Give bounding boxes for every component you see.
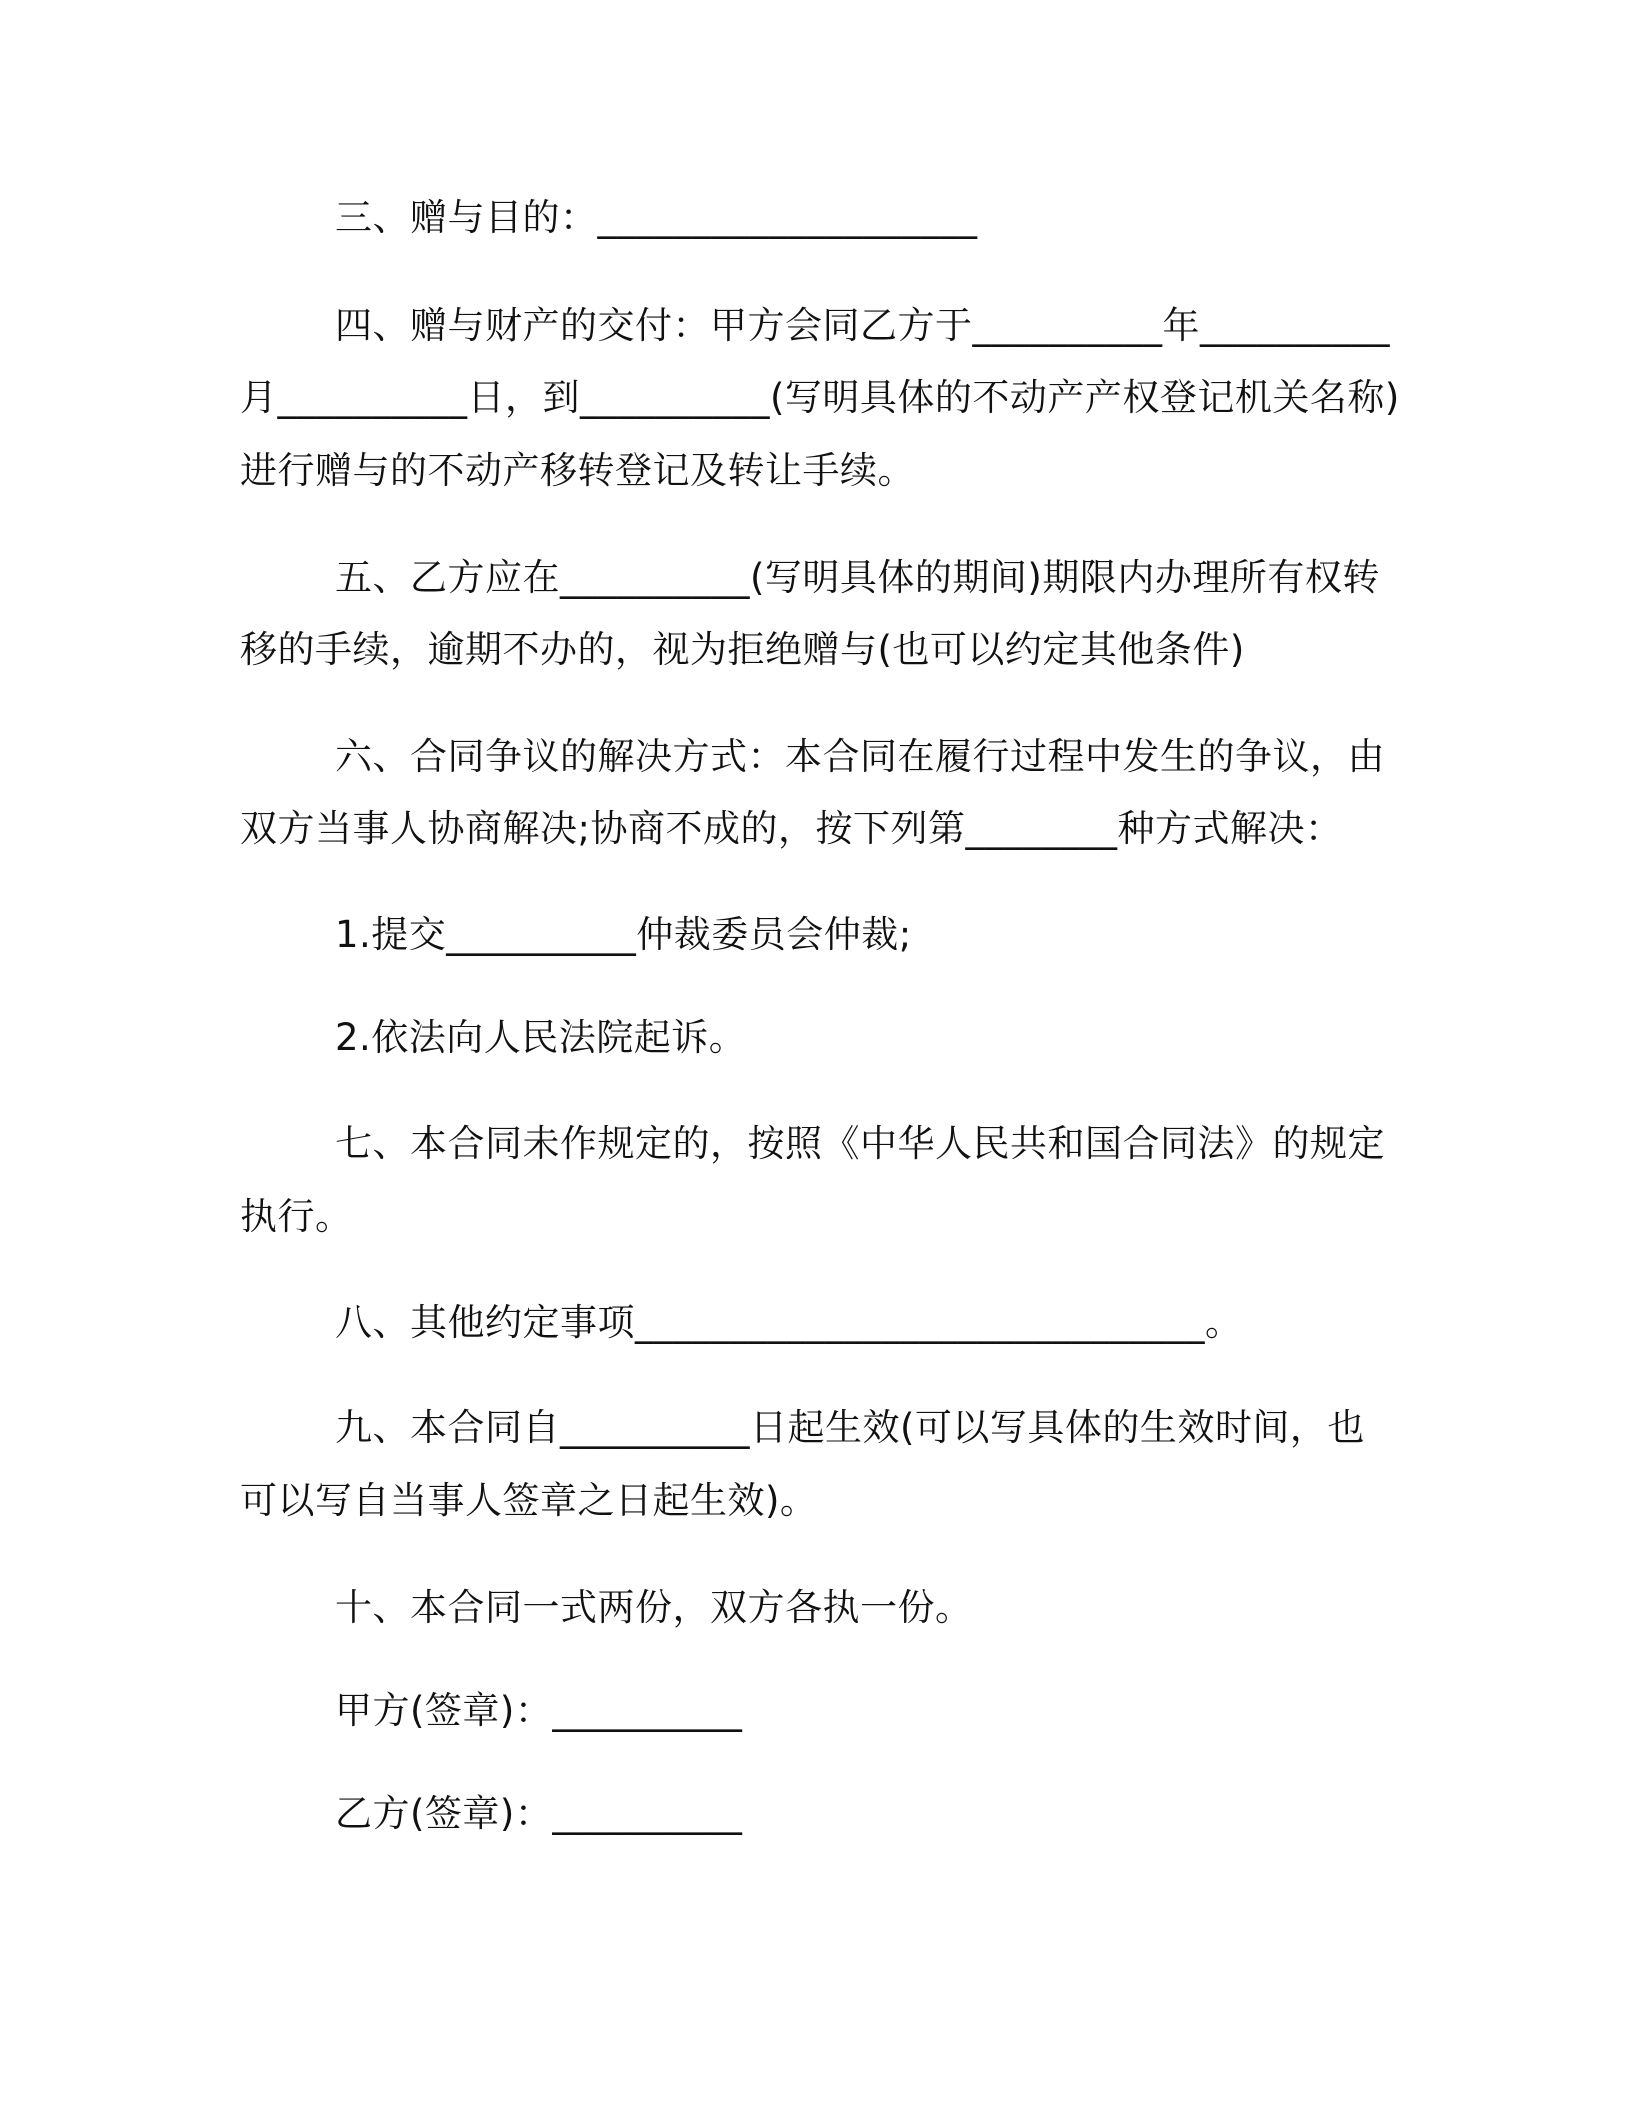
clause-10-copies: 十、本合同一式两份，双方各执一份。 (335, 1586, 973, 1629)
clause-6-option-2: 2.依法向人民法院起诉。 (335, 1016, 747, 1059)
clause-6-line-1: 六、合同争议的解决方式：本合同在履行过程中发生的争议，由 (335, 735, 1385, 778)
clause-5-line-1: 五、乙方应在__________(写明具体的期间)期限内办理所有权转 (335, 556, 1380, 599)
clause-4-line-2: 月__________日，到__________(写明具体的不动产产权登记机关名称) (240, 376, 1400, 419)
clause-4-line-3: 进行赠与的不动产移转登记及转让手续。 (240, 449, 915, 492)
clause-7-line-2: 执行。 (240, 1195, 353, 1238)
clause-5-line-2: 移的手续，逾期不办的，视为拒绝赠与(也可以约定其他条件) (240, 628, 1245, 671)
clause-3-purpose: 三、赠与目的：____________________ (335, 196, 978, 239)
clause-9-line-2: 可以写自当事人签章之日起生效)。 (240, 1479, 818, 1522)
party-b-signature: 乙方(签章)：__________ (335, 1792, 743, 1835)
clause-4-line-1: 四、赠与财产的交付：甲方会同乙方于__________年__________ (335, 304, 1390, 347)
party-a-signature: 甲方(签章)：__________ (335, 1689, 743, 1732)
clause-6-option-1: 1.提交__________仲裁委员会仲裁; (335, 913, 912, 956)
clause-6-line-2: 双方当事人协商解决;协商不成的，按下列第________种方式解决： (240, 807, 1343, 850)
clause-9-line-1: 九、本合同自__________日起生效(可以写具体的生效时间，也 (335, 1406, 1365, 1449)
clause-8-other: 八、其他约定事项______________________________。 (335, 1301, 1243, 1344)
clause-7-line-1: 七、本合同未作规定的，按照《中华人民共和国合同法》的规定 (335, 1122, 1385, 1165)
